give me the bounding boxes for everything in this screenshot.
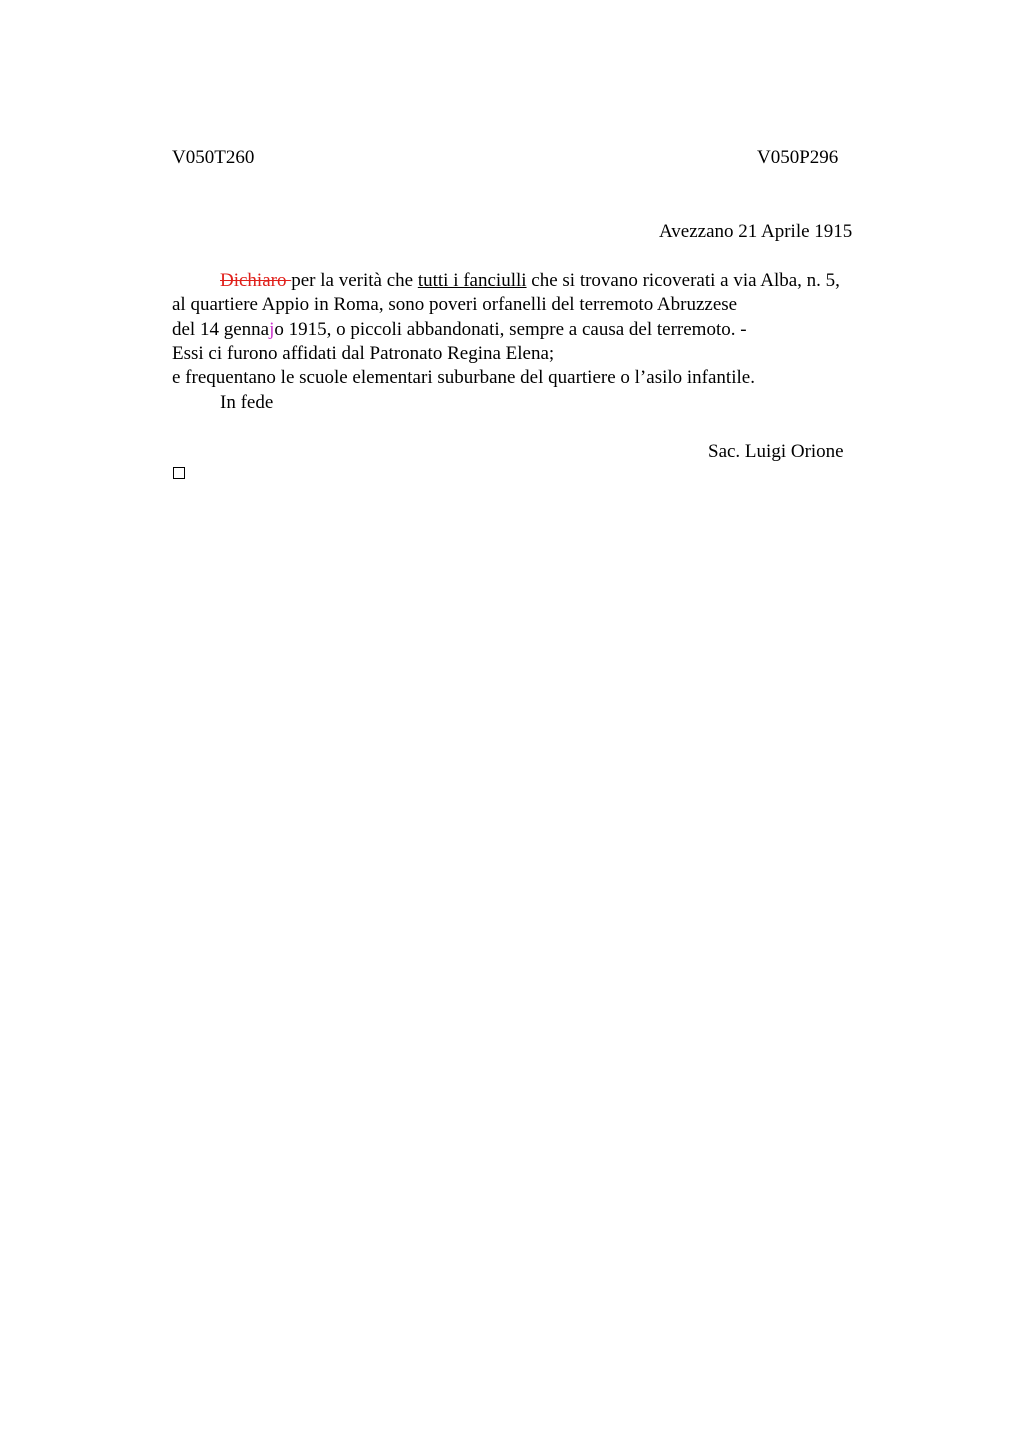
date-line: Avezzano 21 Aprile 1915 bbox=[659, 221, 853, 242]
body-line-4: Essi ci furono affidati dal Patronato Regina Elena; bbox=[172, 343, 555, 364]
body-line-3-text-a: del 14 genna bbox=[172, 319, 270, 340]
body-line-3 bbox=[172, 318, 747, 342]
body-line-2: al quartiere Appio in Roma, sono poveri orfanelli del terremoto Abruzzese bbox=[172, 294, 738, 315]
body-line-1-text-b: che si trovano ricoverati a via Alba, n. 5, bbox=[526, 270, 840, 291]
body-line-1-text-a: per la verità che bbox=[291, 270, 418, 291]
underlined-phrase: tutti i fanciulli bbox=[417, 270, 527, 291]
body-line-3-text-b: o 1915, o piccoli abbandonati, sempre a causa del terremoto. - bbox=[274, 319, 747, 340]
end-box-icon bbox=[173, 467, 185, 479]
signature: Sac. Luigi Orione bbox=[708, 441, 844, 462]
closing-phrase: In fede bbox=[220, 392, 274, 413]
deleted-word: Dichiaro bbox=[220, 270, 292, 291]
document-code-left: V050T260 bbox=[172, 147, 255, 168]
body-line-1 bbox=[220, 269, 840, 293]
document-code-right: V050P296 bbox=[757, 147, 839, 168]
body-line-5: e frequentano le scuole elementari suburbane del quartiere o l’asilo infantile. bbox=[172, 367, 755, 388]
inserted-letter: j bbox=[269, 319, 275, 340]
